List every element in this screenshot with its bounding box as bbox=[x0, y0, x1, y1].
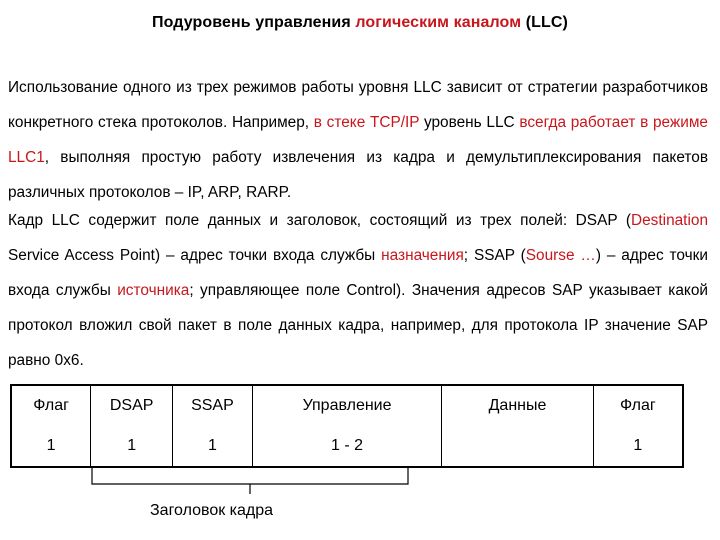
p1-text-2: уровень LLC bbox=[419, 114, 520, 131]
p1-highlight-llc1: всегда работает в режиме LLC1 bbox=[8, 114, 708, 166]
cell-dsap: DSAP bbox=[91, 385, 173, 426]
p2-text-3: ; SSAP ( bbox=[463, 247, 526, 264]
title-part-1: Подуровень управления bbox=[152, 14, 356, 31]
cell-flag-end: Флаг bbox=[593, 385, 683, 426]
cell-control: Управление bbox=[252, 385, 441, 426]
size-control: 1 - 2 bbox=[252, 426, 441, 467]
size-ssap: 1 bbox=[173, 426, 253, 467]
p2-highlight-destination-ru: назначения bbox=[381, 247, 464, 264]
size-dsap: 1 bbox=[91, 426, 173, 467]
title-part-2-highlight: логическим каналом bbox=[355, 14, 522, 31]
p2-text-4: ) – адрес точки входа службы bbox=[8, 247, 708, 299]
cell-flag-start: Флаг bbox=[11, 385, 91, 426]
p1-highlight-tcpip: в стеке TCP/IP bbox=[313, 114, 420, 131]
p1-text-3: , выполняя простую работу извлечения из кадра и демультиплексирования пакетов различных протоколов – IP, ARP, RARP. bbox=[8, 149, 708, 201]
p1-text-1: Использование одного из трех режимов работы уровня LLC зависит от стратегии разработчиков конкретного стека протоколов. Например, bbox=[8, 79, 708, 131]
p2-highlight-destination: Destination bbox=[631, 212, 708, 229]
size-flag-start: 1 bbox=[11, 426, 91, 467]
brace-bracket bbox=[92, 468, 408, 494]
header-brace-label: Заголовок кадра bbox=[150, 502, 274, 519]
p2-text-5: ; управляющее поле Control). Значения адресов SAP указывает какой протокол вложил свой пакет в поле данных кадра, например, для протокола IP значение SAP равно 0x6. bbox=[8, 282, 708, 369]
p2-highlight-source-ru: источника bbox=[117, 282, 190, 299]
cell-ssap: SSAP bbox=[173, 385, 253, 426]
title-part-3: (LLC) bbox=[521, 14, 568, 31]
size-flag-end: 1 bbox=[593, 426, 683, 467]
p2-text-2: Service Access Point) – адрес точки входа службы bbox=[8, 247, 382, 264]
p2-text-1: Кадр LLC содержит поле данных и заголовок, состоящий из трех полей: DSAP ( bbox=[8, 212, 631, 229]
cell-data: Данные bbox=[442, 385, 593, 426]
p2-highlight-source: Sourse … bbox=[525, 247, 596, 264]
